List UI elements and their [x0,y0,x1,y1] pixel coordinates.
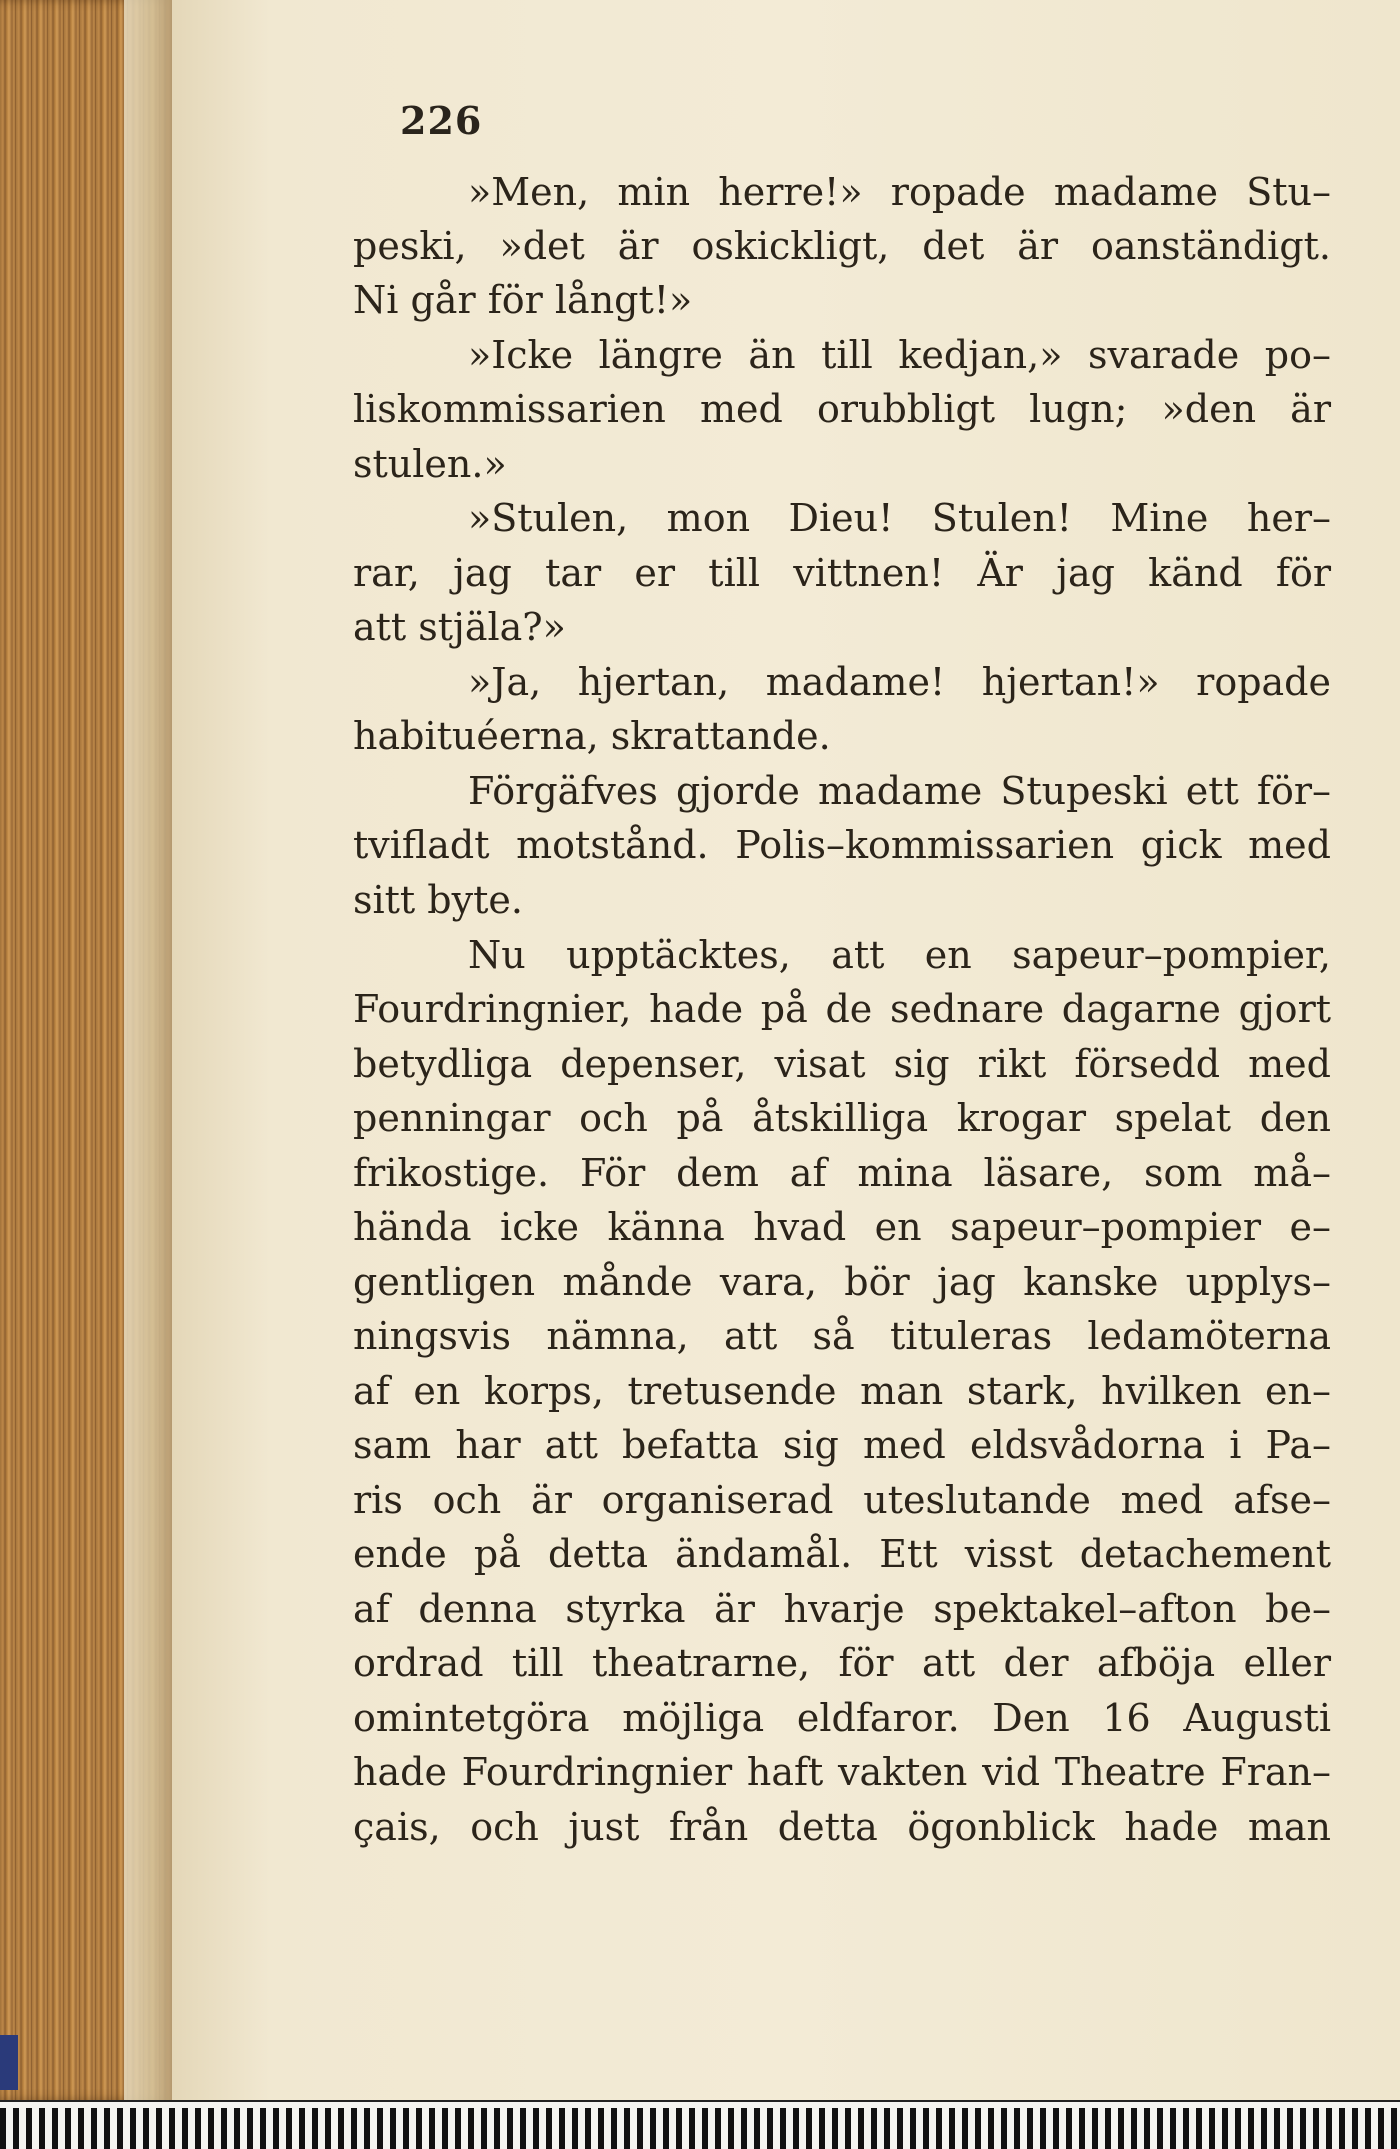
book-page-edge [0,0,172,2100]
ruler-ticks [0,2108,1400,2149]
text-line: hade Fourdringnier haft vakten vid Theatre Fran– [353,1750,1331,1794]
text-line: sitt byte. [353,878,523,922]
text-line: stulen.» [353,442,507,486]
text-line: çais, och just från detta ögonblick hade man [353,1805,1331,1849]
text-line: betydliga depenser, visat sig rikt försedd med [353,1042,1331,1086]
text-line: af en korps, tretusende man stark, hvilken en– [353,1369,1331,1413]
text-line: ordrad till theatrarne, för att der afböja eller [353,1641,1331,1685]
text-line: penningar och på åtskilliga krogar spelat den [353,1096,1331,1140]
text-line: ris och är organiserad uteslutande med afse– [353,1478,1331,1522]
text-line: ende på detta ändamål. Ett visst detachement [353,1532,1331,1576]
text-line: frikostige. För dem af mina läsare, som må– [353,1151,1331,1195]
text-line: peski, »det är oskickligt, det är oanständigt. [353,224,1331,268]
book-gutter [124,0,172,2100]
page-number: 226 [400,98,483,143]
text-line: ningsvis nämna, att så tituleras ledamöterna [353,1314,1331,1358]
text-line: Ni går för långt!» [353,278,693,322]
text-line: sam har att befatta sig med eldsvådorna i Pa– [353,1423,1331,1467]
text-line: Fourdringnier, hade på de sednare dagarne gjort [353,987,1331,1031]
text-line: att stjäla?» [353,605,566,649]
text-line: »Icke längre än till kedjan,» svarade po– [468,333,1331,377]
text-line: liskommissarien med orubbligt lugn; »den är [353,387,1331,431]
text-line: »Ja, hjertan, madame! hjertan!» ropade [468,660,1331,704]
color-calibration-mark [0,2035,18,2090]
text-line: Förgäfves gjorde madame Stupeski ett för– [468,769,1331,813]
text-line: »Stulen, mon Dieu! Stulen! Mine her– [468,496,1331,540]
text-line: rar, jag tar er till vittnen! Är jag känd för [353,551,1331,595]
text-line: gentligen månde vara, bör jag kanske upplys– [353,1260,1331,1304]
text-line: omintetgöra möjliga eldfaror. Den 16 Augusti [353,1696,1331,1740]
text-line: tvifladt motstånd. Polis–kommissarien gick med [353,823,1331,867]
text-line: »Men, min herre!» ropade madame Stu– [468,170,1331,214]
text-line: af denna styrka är hvarje spektakel–afton be– [353,1587,1331,1631]
text-line: hända icke känna hvad en sapeur–pompier e– [353,1205,1331,1249]
text-line: Nu upptäcktes, att en sapeur–pompier, [468,933,1331,977]
text-line: habituéerna, skrattande. [353,714,831,758]
scanner-ruler [0,2100,1400,2149]
